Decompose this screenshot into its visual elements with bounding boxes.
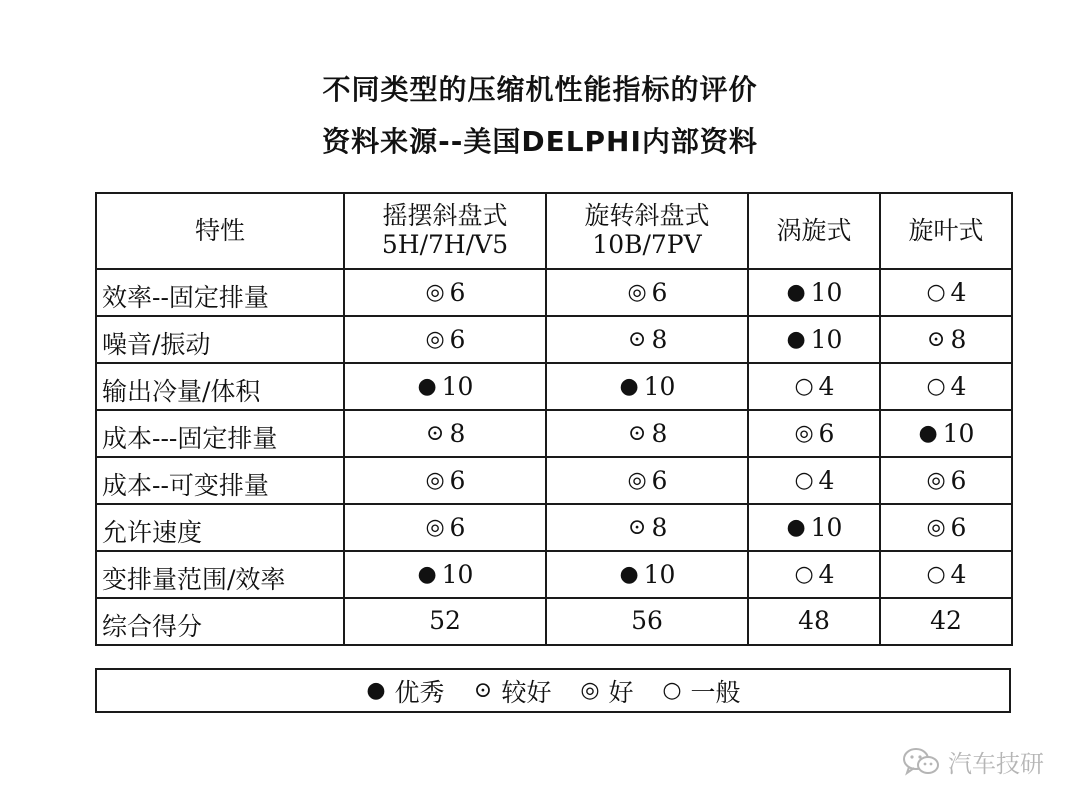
rating-value — [794, 561, 835, 590]
dot-circle-icon: ⊙ — [627, 515, 647, 541]
wechat-icon — [902, 747, 940, 777]
rating-cell — [880, 504, 1012, 551]
total-row — [96, 598, 1012, 645]
empty-circle-icon: ○ — [794, 374, 814, 400]
rating-score: 6 — [950, 465, 967, 495]
empty-circle-icon: ○ — [794, 562, 814, 588]
double-circle-icon: ◎ — [425, 280, 445, 306]
rating-cell — [880, 551, 1012, 598]
header-label: 涡旋式 — [776, 215, 852, 245]
table-row — [96, 551, 1012, 598]
double-circle-icon: ◎ — [794, 421, 814, 447]
filled-circle-icon: ● — [918, 421, 938, 447]
rating-cell — [344, 269, 546, 316]
rating-value — [627, 467, 668, 496]
rating-cell — [546, 504, 748, 551]
rating-value — [425, 420, 466, 449]
rating-score: 10 — [810, 324, 843, 354]
total-label: 综合得分 — [96, 598, 344, 645]
rating-score: 10 — [643, 371, 676, 401]
table-header-row — [96, 193, 1012, 269]
rating-score: 4 — [950, 559, 967, 589]
rating-cell — [546, 316, 748, 363]
double-circle-icon: ◎ — [627, 468, 647, 494]
rating-value — [794, 373, 835, 402]
rating-value — [926, 279, 967, 308]
dot-circle-icon: ⊙ — [473, 678, 493, 703]
rating-value — [425, 279, 466, 308]
double-circle-icon: ◎ — [580, 678, 600, 703]
legend-label: 一般 — [690, 677, 741, 707]
rating-value — [627, 420, 668, 449]
header-cell — [96, 193, 344, 269]
rating-cell — [344, 504, 546, 551]
table-row — [96, 316, 1012, 363]
rating-cell — [546, 363, 748, 410]
row-label: 允许速度 — [96, 504, 344, 551]
rating-score: 10 — [810, 277, 843, 307]
filled-circle-icon: ● — [786, 280, 806, 306]
rating-cell — [748, 269, 880, 316]
rating-score: 4 — [818, 465, 835, 495]
rating-score: 8 — [651, 418, 668, 448]
dot-circle-icon: ⊙ — [627, 421, 647, 447]
header-label: 摇摆斜盘式 — [382, 201, 508, 231]
rating-value — [926, 373, 967, 402]
rating-score: 6 — [449, 512, 466, 542]
rating-value — [794, 420, 835, 449]
rating-cell — [748, 504, 880, 551]
rating-value — [417, 561, 474, 590]
rating-value — [425, 326, 466, 355]
rating-score: 8 — [950, 324, 967, 354]
legend-item-good — [580, 673, 634, 709]
rating-score: 4 — [950, 277, 967, 307]
header-label: 旋叶式 — [908, 215, 984, 245]
legend-label: 优秀 — [394, 677, 445, 707]
header-label: 旋转斜盘式 — [584, 201, 710, 231]
rating-score: 6 — [449, 324, 466, 354]
total-score: 48 — [748, 598, 880, 645]
rating-value — [627, 326, 668, 355]
dot-circle-icon: ⊙ — [627, 327, 647, 353]
rating-cell — [546, 457, 748, 504]
rating-cell — [344, 316, 546, 363]
row-label: 成本---固定排量 — [96, 410, 344, 457]
header-model: 10B/7PV — [592, 230, 702, 259]
dot-circle-icon: ⊙ — [926, 327, 946, 353]
rating-score: 10 — [942, 418, 975, 448]
rating-score: 4 — [818, 371, 835, 401]
double-circle-icon: ◎ — [926, 468, 946, 494]
rating-cell — [880, 457, 1012, 504]
rating-score: 6 — [449, 465, 466, 495]
dot-circle-icon: ⊙ — [425, 421, 445, 447]
rating-cell — [748, 316, 880, 363]
legend-label: 较好 — [501, 677, 552, 707]
header-cell — [546, 193, 748, 269]
rating-score: 8 — [449, 418, 466, 448]
rating-cell — [880, 316, 1012, 363]
rating-value — [786, 279, 843, 308]
filled-circle-icon: ● — [786, 515, 806, 541]
legend-item-average — [662, 673, 741, 709]
filled-circle-icon: ● — [619, 374, 639, 400]
header-cell — [880, 193, 1012, 269]
total-score: 52 — [344, 598, 546, 645]
header-label: 特性 — [194, 215, 245, 245]
rating-value — [425, 467, 466, 496]
watermark — [902, 744, 1044, 779]
empty-circle-icon: ○ — [926, 374, 946, 400]
rating-value — [786, 514, 843, 543]
rating-score: 6 — [449, 277, 466, 307]
filled-circle-icon: ● — [619, 562, 639, 588]
rating-value — [619, 561, 676, 590]
header-model: 5H/7H/V5 — [381, 230, 509, 259]
rating-cell — [546, 551, 748, 598]
row-label: 成本--可变排量 — [96, 457, 344, 504]
comparison-table — [95, 192, 1013, 646]
watermark-text: 汽车技研 — [948, 750, 1044, 778]
rating-value — [619, 373, 676, 402]
page-subtitle: 资料来源--美国DELPHI内部资料 — [322, 125, 758, 158]
table-row — [96, 504, 1012, 551]
rating-cell — [880, 363, 1012, 410]
rating-value — [918, 420, 975, 449]
rating-score: 6 — [950, 512, 967, 542]
rating-value — [417, 373, 474, 402]
filled-circle-icon: ● — [417, 562, 437, 588]
empty-circle-icon: ○ — [662, 678, 682, 703]
header-cell — [748, 193, 880, 269]
double-circle-icon: ◎ — [425, 327, 445, 353]
rating-cell — [880, 269, 1012, 316]
rating-cell — [880, 410, 1012, 457]
rating-score: 6 — [818, 418, 835, 448]
legend — [95, 668, 1011, 713]
empty-circle-icon: ○ — [794, 468, 814, 494]
rating-score: 6 — [651, 465, 668, 495]
rating-value — [786, 326, 843, 355]
total-score: 42 — [880, 598, 1012, 645]
rating-value — [926, 326, 967, 355]
empty-circle-icon: ○ — [926, 562, 946, 588]
rating-score: 8 — [651, 512, 668, 542]
double-circle-icon: ◎ — [926, 515, 946, 541]
rating-value — [926, 514, 967, 543]
filled-circle-icon: ● — [417, 374, 437, 400]
rating-cell — [748, 363, 880, 410]
double-circle-icon: ◎ — [425, 515, 445, 541]
row-label: 噪音/振动 — [96, 316, 344, 363]
rating-cell — [546, 410, 748, 457]
rating-score: 6 — [651, 277, 668, 307]
rating-score: 4 — [950, 371, 967, 401]
table-row — [96, 410, 1012, 457]
legend-item-good-plus — [472, 673, 551, 709]
rating-score: 10 — [643, 559, 676, 589]
table-row — [96, 269, 1012, 316]
rating-cell — [344, 410, 546, 457]
rating-cell — [546, 269, 748, 316]
rating-value — [794, 467, 835, 496]
filled-circle-icon: ● — [366, 678, 386, 703]
rating-value — [425, 514, 466, 543]
row-label: 效率--固定排量 — [96, 269, 344, 316]
legend-label: 好 — [608, 677, 634, 707]
row-label: 输出冷量/体积 — [96, 363, 344, 410]
rating-cell — [344, 457, 546, 504]
rating-cell — [344, 551, 546, 598]
table-row — [96, 363, 1012, 410]
table-row — [96, 457, 1012, 504]
rating-cell — [748, 410, 880, 457]
rating-value — [627, 279, 668, 308]
filled-circle-icon: ● — [786, 327, 806, 353]
rating-value — [926, 467, 967, 496]
rating-cell — [748, 551, 880, 598]
empty-circle-icon: ○ — [926, 280, 946, 306]
rating-score: 10 — [810, 512, 843, 542]
header-cell — [344, 193, 546, 269]
rating-cell — [344, 363, 546, 410]
legend-item-excellent — [365, 673, 444, 709]
rating-value — [926, 561, 967, 590]
rating-score: 10 — [441, 371, 474, 401]
double-circle-icon: ◎ — [425, 468, 445, 494]
total-score: 56 — [546, 598, 748, 645]
rating-score: 8 — [651, 324, 668, 354]
page-title: 不同类型的压缩机性能指标的评价 — [322, 73, 758, 106]
row-label: 变排量范围/效率 — [96, 551, 344, 598]
rating-score: 4 — [818, 559, 835, 589]
rating-cell — [748, 457, 880, 504]
double-circle-icon: ◎ — [627, 280, 647, 306]
rating-score: 10 — [441, 559, 474, 589]
rating-value — [627, 514, 668, 543]
